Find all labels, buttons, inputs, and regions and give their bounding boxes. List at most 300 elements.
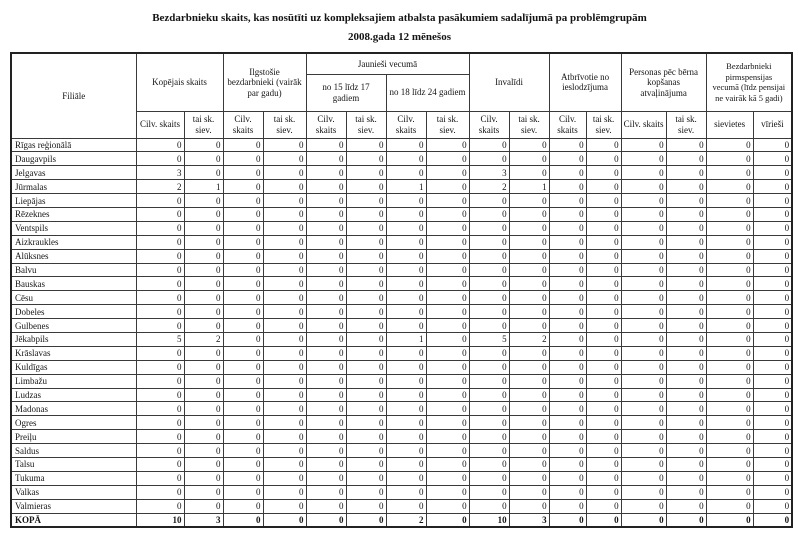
value-cell: 2 [184,332,223,346]
value-cell: 0 [469,277,509,291]
value-cell: 0 [549,138,586,152]
value-cell: 0 [621,249,666,263]
value-cell: 0 [263,166,306,180]
value-cell: 0 [469,291,509,305]
table-row [11,374,792,388]
value-cell: 0 [621,277,666,291]
value-cell: 0 [586,499,621,513]
value-cell: 0 [306,346,346,360]
value-cell: 0 [666,416,706,430]
value-cell: 0 [586,180,621,194]
value-cell: 0 [509,360,549,374]
value-cell: 0 [549,277,586,291]
value-cell: 0 [136,152,184,166]
value-cell: 0 [263,194,306,208]
value-cell: 10 [136,513,184,527]
subheader-people: Cilv. skaits [306,111,346,138]
value-cell: 0 [223,180,263,194]
value-cell: 0 [666,430,706,444]
value-cell: 0 [263,374,306,388]
value-cell: 0 [263,180,306,194]
value-cell: 0 [184,402,223,416]
value-cell: 0 [753,180,792,194]
table-row [11,180,792,194]
value-cell: 0 [509,207,549,221]
value-cell: 0 [223,346,263,360]
value-cell: 0 [136,263,184,277]
value-cell: 0 [426,430,469,444]
value-cell: 0 [426,416,469,430]
value-cell: 0 [509,263,549,277]
table-row [11,416,792,430]
table-row [11,430,792,444]
value-cell: 0 [306,513,346,527]
value-cell: 0 [706,221,753,235]
value-cell: 0 [753,194,792,208]
subheader-people: Cilv. skaits [386,111,426,138]
value-cell: 0 [509,444,549,458]
value-cell: 0 [184,416,223,430]
value-cell: 0 [549,499,586,513]
value-cell: 0 [469,152,509,166]
value-cell: 0 [706,513,753,527]
value-cell: 0 [184,471,223,485]
value-cell: 0 [549,319,586,333]
value-cell: 0 [426,249,469,263]
value-cell: 0 [136,374,184,388]
subheader-women-incl: tai sk. siev. [184,111,223,138]
value-cell: 0 [753,388,792,402]
value-cell: 0 [753,360,792,374]
value-cell: 0 [666,235,706,249]
value-cell: 0 [306,194,346,208]
value-cell: 0 [426,346,469,360]
value-cell: 0 [621,235,666,249]
value-cell: 0 [426,485,469,499]
value-cell: 0 [136,416,184,430]
value-cell: 0 [586,152,621,166]
value-cell: 0 [136,485,184,499]
value-cell: 0 [666,221,706,235]
value-cell: 0 [426,221,469,235]
table-row [11,249,792,263]
col-header-long-term: Ilgstošie bezdarbnieki (vairāk par gadu) [223,53,306,111]
value-cell: 0 [386,138,426,152]
value-cell: 0 [306,374,346,388]
value-cell: 0 [346,499,386,513]
value-cell: 0 [386,444,426,458]
value-cell: 0 [263,152,306,166]
table-row [11,332,792,346]
value-cell: 0 [549,152,586,166]
value-cell: 0 [621,166,666,180]
value-cell: 0 [706,207,753,221]
value-cell: 0 [666,374,706,388]
value-cell: 0 [426,235,469,249]
value-cell: 0 [346,263,386,277]
table-row [11,402,792,416]
value-cell: 0 [706,152,753,166]
value-cell: 0 [586,346,621,360]
value-cell: 0 [306,207,346,221]
value-cell: 0 [469,207,509,221]
value-cell: 0 [666,152,706,166]
value-cell: 0 [706,346,753,360]
value-cell: 0 [586,416,621,430]
value-cell: 0 [753,332,792,346]
value-cell: 0 [346,388,386,402]
value-cell: 0 [426,513,469,527]
branch-name: Gulbenes [11,319,136,333]
value-cell: 0 [509,305,549,319]
value-cell: 0 [666,471,706,485]
value-cell: 0 [306,499,346,513]
table-row [11,277,792,291]
value-cell: 0 [306,235,346,249]
value-cell: 0 [469,138,509,152]
value-cell: 0 [509,138,549,152]
subheader-women-incl: tai sk. siev. [586,111,621,138]
value-cell: 0 [346,319,386,333]
value-cell: 0 [386,457,426,471]
value-cell: 0 [136,430,184,444]
document-title: Bezdarbnieku skaits, kas nosūtīti uz kompleksajiem atbalsta pasākumiem sadalījumā pa problēmgrupām [152,12,647,24]
value-cell: 0 [346,513,386,527]
value-cell: 0 [549,457,586,471]
value-cell: 0 [621,444,666,458]
value-cell: 0 [386,346,426,360]
value-cell: 0 [306,249,346,263]
value-cell: 0 [136,402,184,416]
value-cell: 0 [386,194,426,208]
value-cell: 0 [346,332,386,346]
value-cell: 0 [263,457,306,471]
branch-name: Liepājas [11,194,136,208]
value-cell: 0 [184,263,223,277]
value-cell: 0 [753,513,792,527]
value-cell: 0 [509,402,549,416]
value-cell: 0 [136,319,184,333]
value-cell: 0 [469,471,509,485]
col-header-pre-pension-label: Bezdarbnieki pirmspensijas vecumā (līdz pensijai ne vairāk kā 5 gadi) [712,61,786,103]
value-cell: 0 [586,402,621,416]
value-cell: 0 [509,235,549,249]
value-cell: 0 [184,360,223,374]
value-cell: 0 [346,207,386,221]
value-cell: 0 [509,471,549,485]
value-cell: 0 [549,416,586,430]
value-cell: 0 [753,346,792,360]
value-cell: 0 [666,388,706,402]
value-cell: 0 [136,138,184,152]
value-cell: 0 [706,388,753,402]
value-cell: 0 [306,485,346,499]
value-cell: 0 [509,374,549,388]
col-header-disabled: Invalīdi [469,53,549,111]
value-cell: 0 [223,221,263,235]
value-cell: 0 [621,263,666,277]
value-cell: 0 [263,249,306,263]
value-cell: 0 [136,249,184,263]
branch-name: Limbažu [11,374,136,388]
table-row [11,360,792,374]
value-cell: 0 [549,249,586,263]
value-cell: 0 [706,402,753,416]
value-cell: 0 [586,485,621,499]
value-cell: 0 [386,291,426,305]
value-cell: 3 [509,513,549,527]
value-cell: 0 [136,194,184,208]
value-cell: 0 [223,388,263,402]
value-cell: 0 [426,360,469,374]
value-cell: 0 [426,388,469,402]
value-cell: 0 [223,319,263,333]
value-cell: 0 [346,235,386,249]
value-cell: 10 [469,513,509,527]
value-cell: 0 [469,319,509,333]
value-cell: 0 [509,249,549,263]
document-subtitle: 2008.gada 12 mēnešos [348,31,451,43]
value-cell: 0 [306,305,346,319]
value-cell: 0 [346,138,386,152]
value-cell: 0 [346,166,386,180]
value-cell: 0 [346,471,386,485]
table-row [11,485,792,499]
value-cell: 0 [306,221,346,235]
value-cell: 0 [263,235,306,249]
value-cell: 0 [426,499,469,513]
value-cell: 0 [263,513,306,527]
value-cell: 2 [469,180,509,194]
value-cell: 0 [184,346,223,360]
value-cell: 0 [184,444,223,458]
value-cell: 0 [753,485,792,499]
value-cell: 0 [586,263,621,277]
value-cell: 2 [509,332,549,346]
value-cell: 0 [621,430,666,444]
value-cell: 0 [753,235,792,249]
value-cell: 0 [469,360,509,374]
value-cell: 0 [706,249,753,263]
value-cell: 0 [306,457,346,471]
value-cell: 0 [666,319,706,333]
branch-name: Rīgas reģionālā [11,138,136,152]
branch-name: Jelgavas [11,166,136,180]
value-cell: 0 [306,138,346,152]
value-cell: 0 [666,457,706,471]
value-cell: 0 [753,207,792,221]
value-cell: 0 [706,457,753,471]
value-cell: 0 [586,360,621,374]
value-cell: 0 [621,402,666,416]
value-cell: 0 [621,152,666,166]
value-cell: 1 [184,180,223,194]
value-cell: 0 [136,346,184,360]
value-cell: 0 [263,444,306,458]
value-cell: 0 [223,166,263,180]
value-cell: 0 [306,430,346,444]
value-cell: 0 [386,485,426,499]
value-cell: 0 [184,457,223,471]
value-cell: 0 [586,513,621,527]
value-cell: 5 [469,332,509,346]
value-cell: 0 [223,207,263,221]
value-cell: 0 [386,235,426,249]
value-cell: 0 [263,499,306,513]
value-cell: 3 [136,166,184,180]
value-cell: 0 [263,485,306,499]
value-cell: 0 [426,277,469,291]
value-cell: 0 [753,152,792,166]
value-cell: 0 [346,180,386,194]
value-cell: 0 [469,221,509,235]
value-cell: 0 [346,444,386,458]
value-cell: 0 [306,291,346,305]
value-cell: 0 [549,332,586,346]
value-cell: 0 [621,374,666,388]
col-header-youth-15-17: no 15 līdz 17 gadiem [306,74,386,111]
value-cell: 0 [706,194,753,208]
value-cell: 0 [753,457,792,471]
value-cell: 0 [666,207,706,221]
subheader-people: Cilv. skaits [136,111,184,138]
branch-name: Tukuma [11,471,136,485]
value-cell: 0 [753,263,792,277]
value-cell: 0 [263,388,306,402]
value-cell: 0 [706,305,753,319]
value-cell: 0 [136,305,184,319]
value-cell: 0 [136,235,184,249]
value-cell: 0 [184,499,223,513]
value-cell: 0 [549,194,586,208]
value-cell: 0 [509,346,549,360]
value-cell: 0 [549,346,586,360]
value-cell: 0 [469,305,509,319]
value-cell: 0 [509,194,549,208]
branch-name: Krāslavas [11,346,136,360]
value-cell: 1 [386,180,426,194]
value-cell: 0 [426,305,469,319]
value-cell: 0 [223,471,263,485]
table-row [11,138,792,152]
value-cell: 0 [136,471,184,485]
value-cell: 0 [223,332,263,346]
value-cell: 0 [706,180,753,194]
branch-name: KOPĀ [11,513,136,527]
value-cell: 0 [386,360,426,374]
value-cell: 0 [549,388,586,402]
value-cell: 0 [386,416,426,430]
value-cell: 5 [136,332,184,346]
value-cell: 0 [469,235,509,249]
value-cell: 0 [706,374,753,388]
value-cell: 0 [223,194,263,208]
branch-name: Balvu [11,263,136,277]
value-cell: 0 [386,221,426,235]
value-cell: 0 [346,346,386,360]
value-cell: 0 [184,166,223,180]
value-cell: 0 [549,430,586,444]
value-cell: 0 [346,221,386,235]
value-cell: 0 [386,277,426,291]
value-cell: 0 [753,444,792,458]
value-cell: 0 [426,152,469,166]
value-cell: 0 [263,360,306,374]
subheader-people: Cilv. skaits [549,111,586,138]
value-cell: 0 [549,305,586,319]
value-cell: 0 [184,485,223,499]
table-row [11,152,792,166]
value-cell: 0 [666,346,706,360]
value-cell: 0 [621,332,666,346]
value-cell: 0 [263,277,306,291]
value-cell: 0 [753,499,792,513]
value-cell: 0 [184,291,223,305]
branch-name: Talsu [11,457,136,471]
col-header-released [549,53,621,111]
value-cell: 0 [469,402,509,416]
value-cell: 0 [621,291,666,305]
value-cell: 2 [136,180,184,194]
value-cell: 0 [386,374,426,388]
value-cell: 0 [223,457,263,471]
branch-name: Saldus [11,444,136,458]
value-cell: 0 [586,471,621,485]
value-cell: 0 [184,374,223,388]
value-cell: 0 [586,166,621,180]
value-cell: 0 [136,444,184,458]
value-cell: 0 [184,249,223,263]
subheader-women: sievietes [706,111,753,138]
value-cell: 0 [426,457,469,471]
value-cell: 0 [346,430,386,444]
value-cell: 0 [621,319,666,333]
value-cell: 0 [706,485,753,499]
subheader-women-incl: tai sk. siev. [263,111,306,138]
value-cell: 0 [223,138,263,152]
value-cell: 0 [549,263,586,277]
value-cell: 0 [666,194,706,208]
value-cell: 0 [753,291,792,305]
table-row [11,263,792,277]
value-cell: 0 [223,430,263,444]
subheader-women-incl: tai sk. siev. [666,111,706,138]
value-cell: 0 [426,166,469,180]
branch-name: Alūksnes [11,249,136,263]
value-cell: 0 [509,319,549,333]
branch-name: Bauskas [11,277,136,291]
value-cell: 0 [509,485,549,499]
value-cell: 0 [666,180,706,194]
subheader-women-incl: tai sk. siev. [346,111,386,138]
branch-name: Valkas [11,485,136,499]
value-cell: 0 [386,402,426,416]
value-cell: 0 [706,166,753,180]
col-header-released-label: Atbrīvotie no ieslodzījuma [560,71,610,93]
value-cell: 0 [263,138,306,152]
value-cell: 0 [136,291,184,305]
value-cell: 0 [621,360,666,374]
value-cell: 0 [706,277,753,291]
col-header-pre-pension [706,53,792,111]
value-cell: 0 [549,166,586,180]
value-cell: 0 [346,485,386,499]
value-cell: 0 [306,152,346,166]
value-cell: 0 [306,332,346,346]
value-cell: 0 [223,235,263,249]
value-cell: 0 [184,305,223,319]
value-cell: 0 [263,207,306,221]
